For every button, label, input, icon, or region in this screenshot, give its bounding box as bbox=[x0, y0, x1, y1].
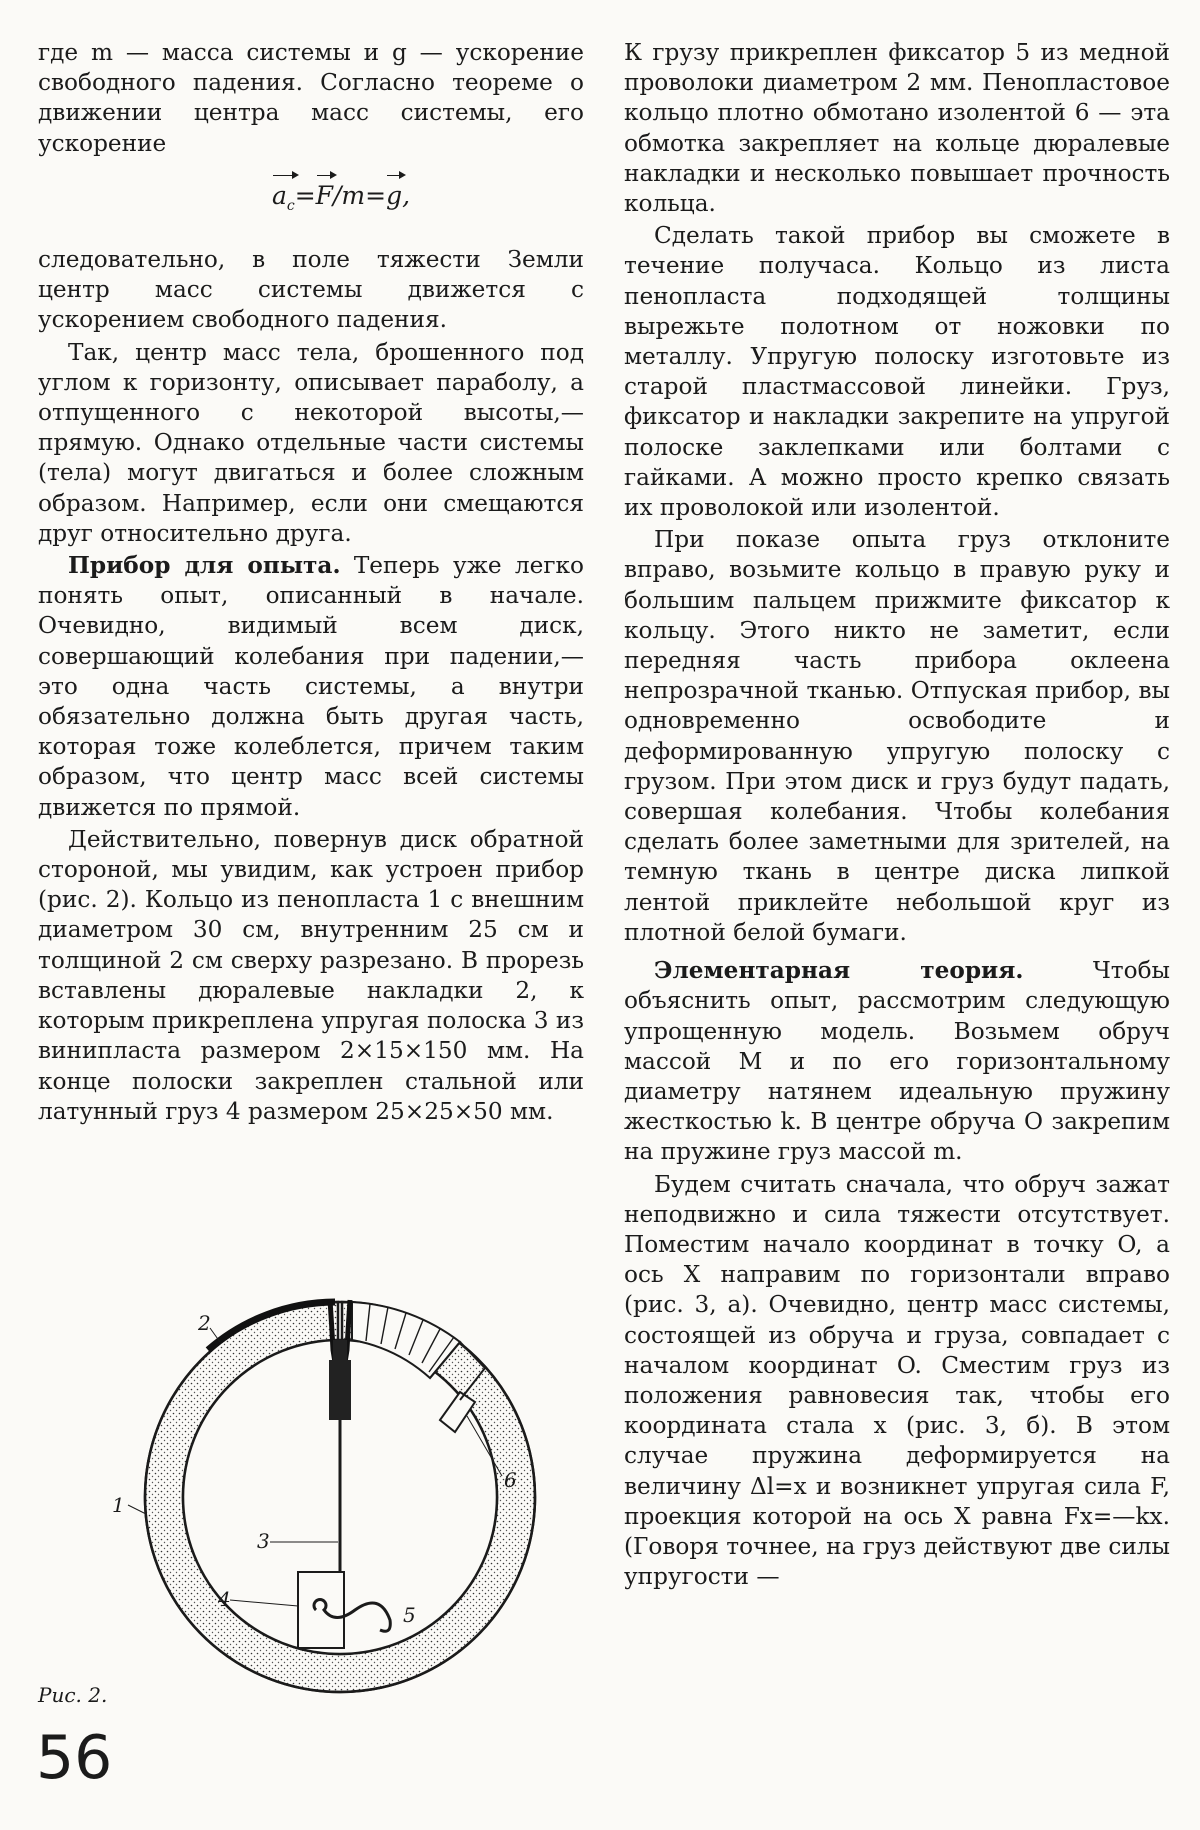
paragraph: К грузу прикреплен фиксатор 5 из медной проволоки диаметром 2 мм. Пенопластовое кольцо плотно обмотано изолентой 6 — эта обмотка закрепляет на кольце дюралевые накладки и несколько повышает прочность кольца. bbox=[624, 39, 1170, 218]
paragraph: Действительно, повернув диск обратной стороной, мы увидим, как устроен прибор (рис. 2). Кольцо из пенопласта 1 с внешним диаметром 30 см, внутренним 25 см и толщиной 2 см сверху разрезано. В прорезь вставлены дюралевые накладки 2, к которым прикреплена упругая полоска 3 из винипласта размером 2×15×150 мм. На конце полоски закреплен стальной или латунный груз 4 размером 25×25×50 мм. bbox=[38, 825, 584, 1125]
formula-center-of-mass: $a_c=F/m=g$, bbox=[98, 181, 584, 221]
paragraph: Сделать такой прибор вы сможете в течение получаса. Кольцо из листа пенопласта подходящей толщины вырежьте полотном от ножовки по металлу. Упругую полоску изготовьте из старой пластмассовой линейки. Груз, фиксатор и накладки закрепите на упругой полоске заклепками или болтами с гайками. А можно просто крепко связать их проволокой или изолентой. bbox=[624, 222, 1170, 522]
figure-label: 5 bbox=[403, 1603, 416, 1627]
paragraph: Так, центр масс тела, брошенного под углом к горизонту, описывает параболу, а отпущенного с некоторой высоты,— прямую. Однако отдельные части системы (тела) могут двигаться и более сложным образом. Например, если они смещаются друг относительно друга. bbox=[38, 338, 584, 547]
figure-label: 4 bbox=[218, 1587, 231, 1611]
figure-device-diagram bbox=[112, 1280, 550, 1720]
paragraph-device: Прибор для опыта. Теперь уже легко понять опыт, описанный в начале. Очевидно, видимый всем диск, совершающий колебания при падении,— это одна часть системы, а внутри обязательно должна быть другая часть, которая тоже колеблется, причем таким образом, что центр масс всей системы движется по прямой. bbox=[38, 552, 584, 821]
figure-label: 6 bbox=[504, 1468, 517, 1492]
right-column bbox=[624, 38, 1170, 1592]
paragraph-theory: Элементарная теория. Чтобы объяснить опыт, рассмотрим следующую упрощенную модель. Возьмем обруч массой M и по его горизонтальному диаметру натянем идеальную пружину жесткостью k. В центре обруча O закрепим на пружине груз массой m. bbox=[624, 957, 1171, 1166]
figure-label: 1 bbox=[112, 1493, 125, 1517]
paragraph: где m — масса системы и g — ускорение свободного падения. Согласно теореме о движении центра масс системы, его ускорение bbox=[38, 39, 584, 157]
weight-block bbox=[298, 1572, 344, 1648]
section-heading: Прибор для опыта. bbox=[68, 552, 341, 580]
figure-label: 2 bbox=[198, 1311, 211, 1335]
clamp-block bbox=[329, 1360, 351, 1420]
section-heading: Элементарная теория. bbox=[654, 957, 1024, 985]
page-number: 56 bbox=[36, 1723, 113, 1793]
paragraph: При показе опыта груз отклоните вправо, возьмите кольцо в правую руку и большим пальцем прижмите фиксатор к кольцу. Этого никто не заметит, если передняя часть прибора оклеена непрозрачной тканью. Отпуская прибор, вы одновременно освободите и деформированную упругую полоску с грузом. При этом диск и груз будут падать, совершая колебания. Чтобы колебания сделать более заметными для зрителей, на темную ткань в центре диска липкой лентой приклейте небольшой круг из плотной белой бумаги. bbox=[624, 526, 1170, 946]
left-column bbox=[38, 38, 584, 1127]
figure-label: 3 bbox=[257, 1529, 270, 1553]
paragraph: Будем считать сначала, что обруч зажат неподвижно и сила тяжести отсутствует. Поместим начало координат в точку O, а ось X направим по горизонтали вправо (рис. 3, а). Очевидно, центр масс системы, состоящей из обруча и груза, совпадает с началом координат O. Сместим груз из положения равновесия так, чтобы его координата стала x (рис. 3, б). В этом случае пружина деформируется на величину Δl=x и возникнет упругая сила F, проекция которой на ось X равна Fx=—kx. (Говоря точнее, на груз действуют две силы упругости — bbox=[624, 1170, 1170, 1591]
paragraph: следовательно, в поле тяжести Земли центр масс системы движется с ускорением свободного падения. bbox=[38, 246, 584, 334]
figure-caption: Рис. 2. bbox=[38, 1683, 108, 1707]
